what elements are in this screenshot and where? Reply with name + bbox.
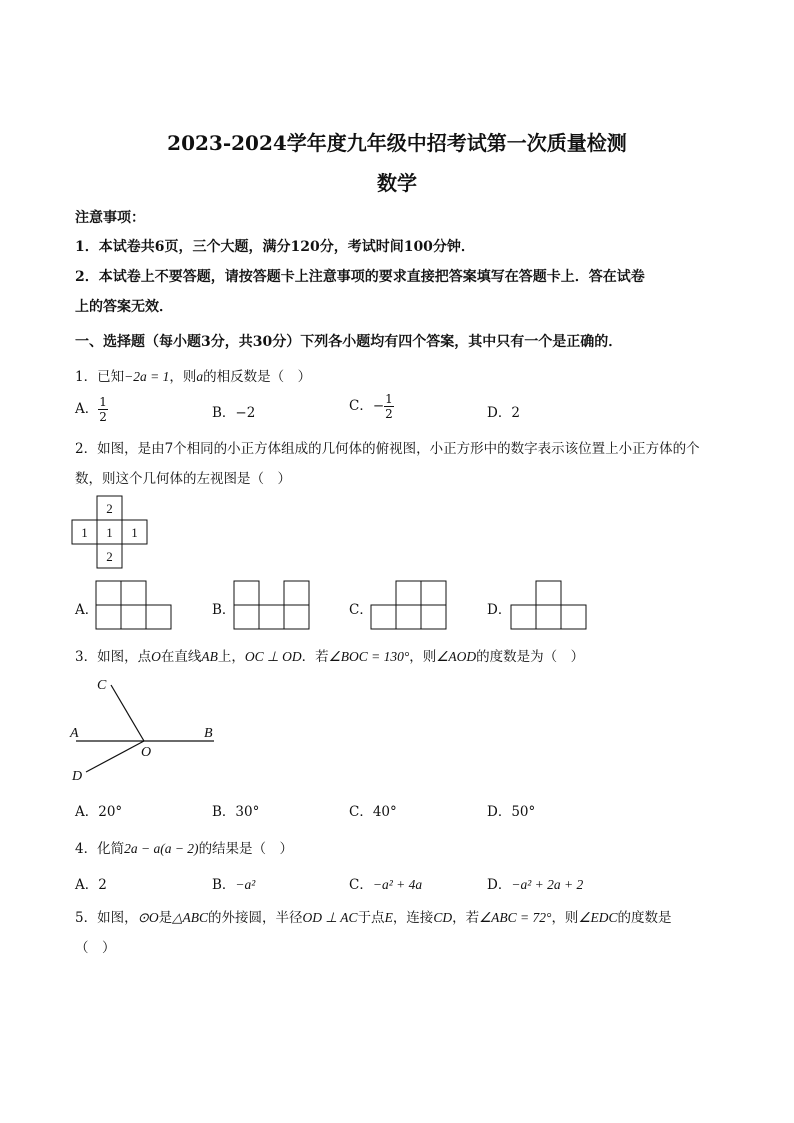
question-4-stem (75, 837, 293, 857)
q4-option-a-value: 2 (98, 877, 107, 893)
q3-label-o: O (141, 745, 152, 760)
q4-option-a-label: A． (75, 877, 99, 893)
q3-option-b-label: B． (212, 804, 236, 820)
notes-heading: 注意事项： (75, 210, 145, 226)
q3-stem-line-ab: AB (201, 649, 218, 664)
q5-stem-angle: ∠ABC = 72° (479, 910, 552, 925)
q3-label-a: A (70, 726, 79, 741)
q1-option-a-label: A． (75, 401, 99, 417)
q1-stem-suffix: 的相反数是（ ） (203, 369, 312, 385)
q2-grid-number-bottom: 2 (106, 549, 113, 564)
q1-option-b (212, 401, 255, 421)
question-3-stem (75, 645, 584, 665)
question-5-stem-line-2: （ ） (75, 940, 116, 956)
q1-stem-expression: −2a = 1 (124, 369, 170, 384)
q1-option-c-label: C． (349, 398, 373, 414)
q3-stem-prefix: 3．如图，点 (75, 649, 152, 665)
q1-option-c (349, 393, 394, 420)
q3-stem-mid-4: ，则 (409, 649, 437, 665)
q2-option-b-figure (231, 578, 313, 632)
q4-option-d (487, 873, 583, 893)
question-1-stem (75, 365, 311, 385)
q4-stem-suffix: 的结果是（ ） (198, 841, 294, 857)
q1-option-c-numerator: 1 (385, 392, 393, 406)
q5-stem-prefix: 5．如图， (75, 910, 138, 926)
q4-option-b (212, 873, 255, 893)
q5-stem-mid-4: ，连接 (392, 910, 434, 926)
question-2-stem-line-2: 数，则这个几何体的左视图是（ ） (75, 471, 291, 487)
q3-label-d: D (72, 769, 83, 784)
q2-grid-number-top: 2 (106, 501, 113, 516)
q3-angle-diagram (66, 672, 226, 784)
q4-option-c-label: C． (349, 877, 373, 893)
q1-option-d-value: 2 (511, 405, 520, 421)
q2-option-d-label: D． (487, 602, 512, 618)
q1-option-b-label: B． (212, 405, 236, 421)
q4-option-b-value: −a² (235, 877, 256, 892)
q3-stem-target-angle: ∠AOD (436, 649, 477, 664)
q3-option-d-value: 50° (511, 804, 536, 820)
q3-stem-perpendicular: OC ⊥ OD (244, 649, 302, 664)
q2-option-b-label: B． (212, 602, 236, 618)
q4-option-c-value: −a² + 4a (372, 877, 423, 892)
q2-grid-number-left: 1 (81, 525, 88, 540)
q2-grid-number-center: 1 (106, 525, 113, 540)
q4-option-b-label: B． (212, 877, 236, 893)
q3-option-d-label: D． (487, 804, 512, 820)
q5-stem-mid-5: ，若 (452, 910, 480, 926)
notes-item-2-line-2: 上的答案无效． (75, 299, 173, 315)
q1-stem-prefix: 1．已知 (75, 369, 125, 385)
q1-stem-variable: a (196, 369, 204, 384)
q5-stem-point-e: E (384, 910, 393, 925)
q3-stem-mid-1: 在直线 (160, 649, 202, 665)
exam-subject: 数学 (377, 171, 417, 195)
q3-stem-mid-3: ．若 (301, 649, 329, 665)
q2-top-view-grid (70, 494, 160, 570)
q2-option-c-label: C． (349, 602, 373, 618)
q3-stem-angle: ∠BOC = 130° (328, 649, 410, 664)
q2-grid-number-right: 1 (131, 525, 138, 540)
section-1-heading: 一、选择题（每小题3分，共30分）下列各小题均有四个答案，其中只有一个是正确的． (75, 334, 623, 350)
q3-label-b: B (204, 726, 213, 741)
q1-option-d (487, 401, 520, 421)
q4-option-d-value: −a² + 2a + 2 (511, 877, 584, 892)
q5-stem-mid-6: ，则 (551, 910, 579, 926)
q3-option-a-value: 20° (98, 804, 123, 820)
q1-option-b-value: −2 (235, 405, 256, 421)
q4-stem-prefix: 4．化简 (75, 841, 125, 857)
q1-option-a-denominator: 2 (99, 410, 107, 424)
q5-stem-perpendicular: OD ⊥ AC (302, 910, 358, 925)
q4-option-c (349, 873, 422, 893)
q3-option-b (212, 800, 259, 820)
q3-option-c (349, 800, 397, 820)
q3-option-c-value: 40° (372, 804, 397, 820)
notes-item-2-line-1: 2．本试卷上不要答题，请按答题卡上注意事项的要求直接把答案填写在答题卡上．答在试卷 (75, 269, 645, 285)
q1-option-a (75, 396, 108, 423)
q3-option-d (487, 800, 535, 820)
q1-option-a-fraction (98, 396, 108, 423)
q3-option-c-label: C． (349, 804, 373, 820)
q4-stem-expression: 2a − a(a − 2) (124, 841, 199, 856)
q1-option-a-numerator: 1 (99, 395, 107, 409)
q2-option-c-figure (368, 578, 450, 632)
q3-ray-od (86, 741, 144, 772)
q5-stem-suffix: 的度数是 (617, 910, 672, 926)
q3-stem-point-o: O (151, 649, 161, 664)
q4-option-d-label: D． (487, 877, 512, 893)
q3-stem-mid-2: 上， (217, 649, 245, 665)
q1-option-c-denominator: 2 (385, 407, 393, 421)
q5-stem-mid-1: 是 (158, 910, 173, 926)
notes-item-1: 1．本试卷共6页，三个大题，满分120分，考试时间100分钟． (75, 239, 475, 255)
q3-option-a-label: A． (75, 804, 99, 820)
q5-stem-mid-3: 于点 (357, 910, 385, 926)
q3-ray-oc (111, 685, 144, 741)
q2-option-a-label: A． (75, 602, 99, 618)
q5-stem-segment-cd: CD (433, 910, 453, 925)
q5-stem-target-angle: ∠EDC (578, 910, 618, 925)
q1-option-d-label: D． (487, 405, 512, 421)
question-5-stem-line-1 (75, 906, 672, 926)
q3-option-a (75, 800, 122, 820)
exam-title: 2023-2024学年度九年级中招考试第一次质量检测 (167, 131, 627, 155)
question-2-stem-line-1: 2．如图，是由7个相同的小正方体组成的几何体的俯视图，小正方形中的数字表示该位置上小正方体的个 (75, 441, 700, 457)
q1-stem-mid: ，则 (169, 369, 197, 385)
q5-stem-circle: ⊙O (137, 910, 159, 925)
q4-option-a (75, 873, 107, 893)
q3-label-c: C (97, 678, 107, 693)
q1-option-c-fraction (384, 393, 394, 420)
q3-option-b-value: 30° (235, 804, 260, 820)
q5-stem-triangle: △ABC (172, 910, 209, 925)
q2-option-a-figure (93, 578, 175, 632)
q1-option-c-sign: − (372, 398, 385, 414)
q2-option-d-figure (508, 578, 590, 632)
q3-stem-suffix: 的度数是为（ ） (476, 649, 585, 665)
q5-stem-mid-2: 的外接圆，半径 (208, 910, 303, 926)
